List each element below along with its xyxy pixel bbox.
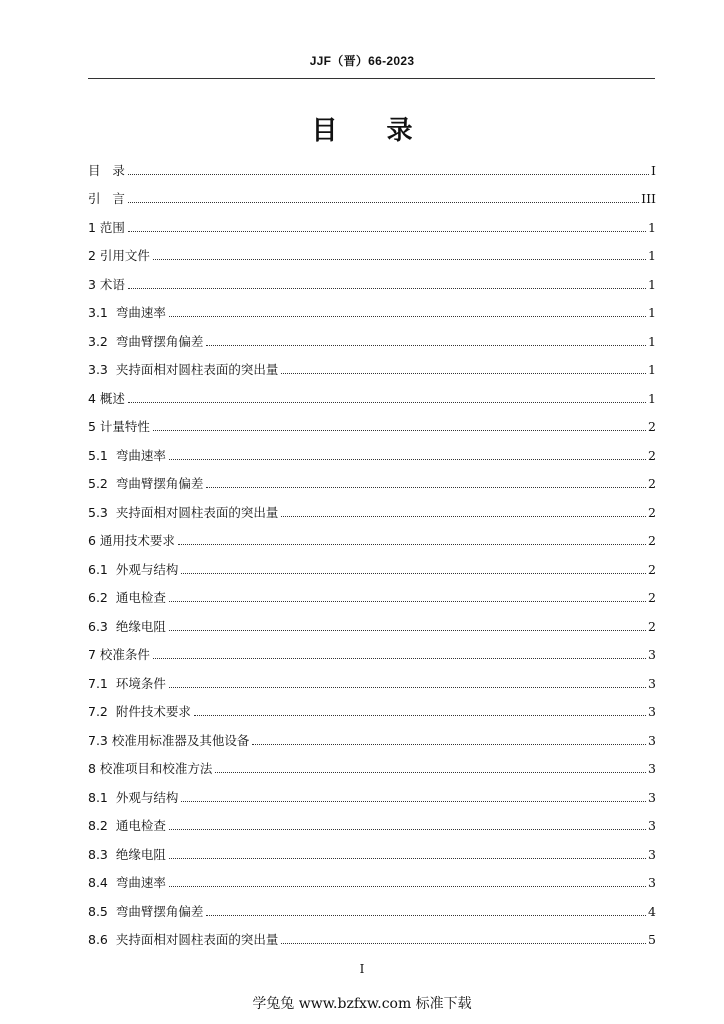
toc-entry-page: 1 [648, 333, 656, 349]
toc-dot-leader [206, 915, 646, 916]
toc-entry[interactable] [88, 806, 656, 835]
toc-entry[interactable] [88, 692, 656, 721]
toc-entry[interactable] [88, 521, 656, 550]
toc-entry[interactable] [88, 407, 656, 436]
toc-entry[interactable] [88, 749, 656, 778]
toc-entry[interactable] [88, 578, 656, 607]
toc-entry-page: 5 [648, 932, 656, 947]
toc-entry-label: 6 通用技术要求 [88, 533, 175, 548]
toc-dot-leader [128, 202, 639, 203]
toc-entry-page: 1 [648, 362, 656, 377]
toc-entry-page: 2 [648, 533, 656, 548]
toc-entry[interactable] [88, 435, 656, 464]
toc-entry-page: 1 [648, 248, 656, 263]
toc-entry[interactable] [88, 720, 656, 749]
toc-entry-label: 1 范围 [88, 219, 125, 235]
toc-entry-label: 3.3 夹持面相对圆柱表面的突出量 [88, 362, 279, 377]
toc-entry[interactable] [88, 891, 656, 920]
toc-entry-page: 3 [648, 675, 656, 691]
toc-entry[interactable] [88, 236, 656, 265]
toc-entry-label: 8.6 夹持面相对圆柱表面的突出量 [88, 932, 279, 947]
toc-entry-page: 2 [648, 476, 656, 491]
toc-entry[interactable] [88, 863, 656, 892]
toc-entry-page: 3 [648, 647, 656, 662]
toc-entry-label: 3.1 弯曲速率 [88, 305, 166, 320]
toc-entry[interactable] [88, 264, 656, 293]
toc-entry-page: 1 [648, 390, 656, 406]
toc-entry-page: 3 [648, 732, 656, 748]
toc-entry-page: 3 [648, 704, 656, 719]
toc-entry-label: 8.1 外观与结构 [88, 789, 179, 805]
toc-entry-label: 4 概述 [88, 390, 125, 406]
toc-dot-leader [169, 886, 646, 887]
toc-entry[interactable] [88, 207, 656, 236]
toc-entry-page: 1 [648, 305, 656, 320]
toc-entry-page: 2 [648, 561, 656, 577]
toc-entry-label: 目 录 [88, 162, 125, 178]
toc-entry-label: 5.2 弯曲臂摆角偏差 [88, 476, 204, 491]
toc-dot-leader [194, 715, 646, 716]
toc-entry-page: 3 [648, 789, 656, 805]
watermark-text: 学兔兔 www.bzfxw.com 标准下载 [252, 996, 472, 1012]
toc-dot-leader [128, 288, 646, 289]
toc-entry-label: 5.1 弯曲速率 [88, 447, 166, 463]
toc-entry-page: 3 [648, 875, 656, 890]
toc-dot-leader [169, 630, 646, 631]
toc-dot-leader [169, 829, 646, 830]
page-title: 目 录 [311, 116, 433, 146]
toc-dot-leader [181, 573, 646, 574]
toc-entry-page: 2 [648, 504, 656, 520]
toc-entry-page: 2 [648, 590, 656, 605]
toc-entry[interactable] [88, 150, 656, 179]
toc-entry-label: 3 术语 [88, 276, 125, 292]
table-of-contents [88, 150, 656, 948]
toc-entry-label: 6.3 绝缘电阻 [88, 618, 166, 634]
toc-entry-label: 7.1 环境条件 [88, 675, 166, 691]
document-code-header: JJF（晋）66-2023 [309, 54, 415, 68]
toc-entry-page: 2 [648, 618, 656, 634]
toc-entry[interactable] [88, 920, 656, 949]
toc-entry[interactable] [88, 606, 656, 635]
toc-entry-page: III [641, 191, 656, 206]
toc-entry-label: 8.4 弯曲速率 [88, 875, 166, 890]
toc-dot-leader [281, 943, 646, 944]
toc-dot-leader [169, 316, 646, 317]
toc-dot-leader [281, 516, 646, 517]
toc-dot-leader [128, 174, 649, 175]
toc-entry-label: 3.2 弯曲臂摆角偏差 [88, 333, 204, 349]
toc-dot-leader [206, 345, 646, 346]
toc-entry-label: 7 校准条件 [88, 647, 150, 662]
toc-entry-label: 2 引用文件 [88, 248, 150, 263]
toc-entry-label: 7.3 校准用标准器及其他设备 [88, 732, 250, 748]
toc-entry-label: 8.5 弯曲臂摆角偏差 [88, 903, 204, 919]
toc-entry-page: 3 [648, 818, 656, 833]
toc-entry-label: 7.2 附件技术要求 [88, 704, 191, 719]
toc-entry[interactable] [88, 777, 656, 806]
toc-entry-page: I [651, 162, 656, 178]
toc-dot-leader [281, 373, 646, 374]
toc-entry-label: 8.3 绝缘电阻 [88, 846, 166, 862]
toc-entry[interactable] [88, 635, 656, 664]
toc-entry[interactable] [88, 464, 656, 493]
toc-entry-label: 6.1 外观与结构 [88, 561, 179, 577]
toc-entry-label: 5.3 夹持面相对圆柱表面的突出量 [88, 504, 279, 520]
toc-dot-leader [169, 687, 646, 688]
toc-entry[interactable] [88, 179, 656, 208]
toc-entry-page: 4 [648, 903, 656, 919]
toc-dot-leader [153, 430, 646, 431]
page-number: I [359, 962, 365, 976]
toc-dot-leader [206, 487, 646, 488]
toc-entry-page: 2 [648, 447, 656, 463]
toc-dot-leader [181, 801, 646, 802]
toc-entry[interactable] [88, 834, 656, 863]
toc-entry-label: 8.2 通电检查 [88, 818, 166, 833]
toc-dot-leader [153, 259, 646, 260]
toc-entry[interactable] [88, 321, 656, 350]
toc-entry[interactable] [88, 492, 656, 521]
toc-entry[interactable] [88, 549, 656, 578]
toc-entry-label: 引 言 [88, 191, 125, 206]
toc-entry-page: 1 [648, 276, 656, 292]
toc-entry-page: 1 [648, 219, 656, 235]
toc-dot-leader [128, 402, 646, 403]
toc-dot-leader [178, 544, 646, 545]
toc-entry[interactable] [88, 663, 656, 692]
toc-entry-page: 3 [648, 761, 656, 776]
toc-dot-leader [215, 772, 646, 773]
toc-entry-page: 3 [648, 846, 656, 862]
toc-entry-label: 8 校准项目和校准方法 [88, 761, 213, 776]
toc-dot-leader [169, 459, 646, 460]
toc-dot-leader [169, 601, 646, 602]
toc-dot-leader [128, 231, 646, 232]
toc-dot-leader [169, 858, 646, 859]
toc-entry-label: 5 计量特性 [88, 419, 150, 434]
toc-entry[interactable] [88, 378, 656, 407]
toc-entry[interactable] [88, 350, 656, 379]
toc-entry-label: 6.2 通电检查 [88, 590, 166, 605]
header-rule [88, 78, 655, 79]
toc-dot-leader [252, 744, 646, 745]
toc-dot-leader [153, 658, 646, 659]
toc-entry-page: 2 [648, 419, 656, 434]
toc-entry[interactable] [88, 293, 656, 322]
